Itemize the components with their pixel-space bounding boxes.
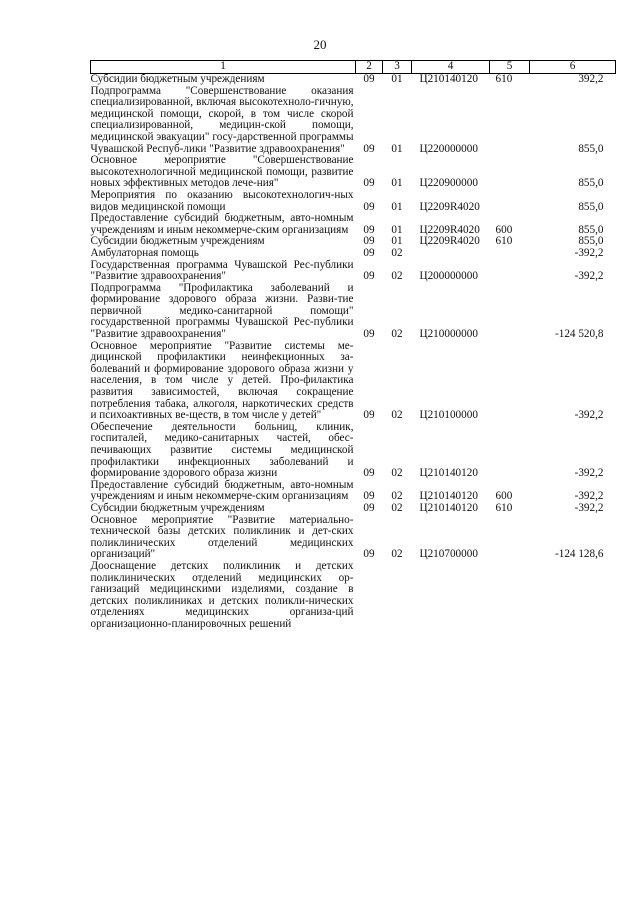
- budget-table: [90, 60, 616, 631]
- row-target-code: [412, 561, 490, 631]
- row-subsection: 02: [391, 548, 403, 561]
- row-target-code: Ц2209R4020: [419, 200, 480, 213]
- row-section: 09: [363, 501, 375, 514]
- row-subsection: 01: [383, 74, 412, 86]
- row-subsection: 01: [391, 142, 403, 155]
- row-section: 09: [363, 200, 375, 213]
- row-name: Основное мероприятие "Развитие материально-технической базы детских поликлиник и дет-ских поликлинических отделений медицинских организаций": [90, 513, 354, 561]
- row-expense-kind: 610: [495, 501, 513, 514]
- row-amount: -392,2: [574, 409, 604, 422]
- row-expense-kind: [490, 190, 530, 213]
- row-section: [356, 561, 383, 631]
- row-amount: 392,2: [530, 74, 616, 86]
- row-subsection: 01: [391, 235, 403, 248]
- table-row: [91, 260, 616, 283]
- table-row: [91, 74, 616, 86]
- row-amount: -392,2: [574, 246, 604, 259]
- row-subsection: 02: [391, 328, 403, 341]
- row-section: 09: [363, 490, 375, 503]
- row-expense-kind: [490, 155, 530, 190]
- row-amount: 855,0: [578, 177, 604, 190]
- row-amount: -392,2: [574, 490, 604, 503]
- page-number: 20: [313, 37, 327, 52]
- row-amount: 855,0: [578, 223, 604, 236]
- row-subsection: 02: [391, 467, 403, 480]
- row-amount: -392,2: [574, 467, 604, 480]
- row-amount: -392,2: [574, 270, 604, 283]
- row-expense-kind: [490, 422, 530, 480]
- row-expense-kind: [490, 248, 530, 260]
- row-name: Основное мероприятие "Совершенствование высокотехнологичной медицинской помощи, развитие новых эффективных методов лече-ния": [90, 154, 354, 190]
- row-subsection: 02: [391, 246, 403, 259]
- row-expense-kind: [490, 341, 530, 422]
- row-name: Предоставление субсидий бюджетным, авто-номным учреждениям и иным некоммерче-ским организациям: [90, 212, 354, 236]
- row-target-code: Ц210100000: [419, 409, 478, 422]
- row-amount: -124 128,6: [555, 548, 604, 561]
- column-header-name: 1: [91, 61, 356, 74]
- table-row: [91, 86, 616, 156]
- row-target-code: Ц210140120: [419, 501, 478, 514]
- row-amount: -392,2: [574, 501, 604, 514]
- table-row: [91, 503, 616, 515]
- row-name: Подпрограмма "Совершенствование оказания специализированной, включая высокотехноло-гичную, медицинской помощи, скорой, в том числе скорой специализированной, медицин-ской помощи, медицинской эвакуации" госу-дарственной программы Чувашской Респуб-лики "Развитие здравоохранения": [90, 84, 354, 155]
- row-target-code: Ц2209R4020: [419, 223, 480, 236]
- row-target-code: Ц210700000: [419, 548, 478, 561]
- row-expense-kind: [490, 283, 530, 341]
- row-amount: 855,0: [578, 142, 604, 155]
- table-row: [91, 213, 616, 236]
- row-section: 09: [363, 409, 375, 422]
- row-subsection: 02: [391, 270, 403, 283]
- row-amount: 855,0: [578, 200, 604, 213]
- column-header-kind: 5: [490, 61, 530, 74]
- row-subsection: 01: [391, 177, 403, 190]
- table-header-row: [91, 61, 616, 74]
- row-subsection: [383, 561, 412, 631]
- table-row: [91, 155, 616, 190]
- row-name: Обеспечение деятельности больниц, клиник, госпиталей, медико-санитарных частей, обес-печивающих развитие системы медицинской профилактики инфекционных заболеваний и формирование здорового образа жизни: [90, 420, 354, 480]
- row-name: Предоставление субсидий бюджетным, авто-номным учреждениям и иным некоммерче-ским организациям: [90, 478, 354, 503]
- row-name: Государственная программа Чувашской Рес-публики "Развитие здравоохранения": [90, 258, 354, 283]
- row-expense-kind: [490, 86, 530, 156]
- row-subsection: 02: [391, 501, 403, 514]
- row-name: Мероприятия по оказанию высокотехнологич-ных видов медицинской помощи: [90, 188, 354, 213]
- row-section: 09: [363, 328, 375, 341]
- row-name: Основное мероприятие "Развитие системы ме-дицинской профилактики неинфекционных за-болеваний и формирование здорового образа жизни у населения, в том числе у детей. Про-филактика развития зависимостей, включая сокращение потребления табака, алкоголя, наркотических средств и психоактивных ве-ществ, в том числе у детей": [90, 339, 354, 422]
- row-amount: -124 520,8: [555, 328, 604, 341]
- row-expense-kind: [490, 515, 530, 561]
- row-target-code: Ц210140120: [419, 467, 478, 480]
- row-section: 09: [363, 467, 375, 480]
- row-expense-kind: [490, 260, 530, 283]
- table-row: [91, 480, 616, 503]
- column-header-section: 2: [356, 61, 383, 74]
- row-section: 09: [363, 177, 375, 190]
- row-expense-kind: 600: [495, 223, 513, 236]
- column-header-target: 4: [412, 61, 490, 74]
- row-section: 09: [363, 548, 375, 561]
- row-name: Амбулаторная помощь: [90, 246, 199, 259]
- column-header-subsection: 3: [383, 61, 412, 74]
- table-row: [91, 190, 616, 213]
- column-header-amount: 6: [530, 61, 616, 74]
- row-target-code: Ц220900000: [419, 177, 478, 190]
- row-name: Подпрограмма "Профилактика заболеваний и формирование здорового образа жизни. Разви-тие первичной медико-санитарной помощи" государственной программы Чувашской Рес-публики "Развитие здравоохранения": [90, 281, 354, 341]
- row-section: 09: [363, 270, 375, 283]
- row-target-code: Ц2209R4020: [419, 235, 480, 248]
- row-target-code: Ц200000000: [419, 270, 478, 283]
- row-name: Субсидии бюджетным учреждениям: [90, 501, 265, 514]
- row-name: Субсидии бюджетным учреждениям: [90, 235, 265, 248]
- row-expense-kind: [490, 561, 530, 631]
- table-row: [91, 422, 616, 480]
- row-section: 09: [363, 246, 375, 259]
- table-row: [91, 341, 616, 422]
- row-name: Субсидии бюджетным учреждениям: [91, 74, 356, 86]
- row-subsection: 02: [391, 490, 403, 503]
- row-subsection: 01: [391, 200, 403, 213]
- row-expense-kind: 610: [490, 74, 530, 86]
- table-row: [91, 561, 616, 631]
- table-row: [91, 515, 616, 561]
- row-expense-kind: 610: [495, 235, 513, 248]
- row-amount: [530, 561, 616, 631]
- row-section: 09: [363, 235, 375, 248]
- row-target-code: Ц210140120: [419, 490, 478, 503]
- row-amount: 855,0: [578, 235, 604, 248]
- row-name: Дооснащение детских поликлиник и детских поликлинических отделений медицинских ор-ганизаций медицинскими изделиями, создание в детских поликлиниках и детских поликли-нических отделениях медицинских организа-ций организационно-планировочных решений: [90, 559, 354, 630]
- row-target-code: Ц210000000: [419, 328, 478, 341]
- table-row: [91, 248, 616, 260]
- row-target-code: Ц210140120: [412, 74, 490, 86]
- row-section: 09: [356, 74, 383, 86]
- row-target-code: Ц220000000: [419, 142, 478, 155]
- row-subsection: 02: [391, 409, 403, 422]
- row-section: 09: [363, 142, 375, 155]
- table-body: [91, 74, 616, 631]
- row-target-code: [412, 248, 490, 260]
- row-expense-kind: 600: [495, 490, 513, 503]
- row-subsection: 01: [391, 223, 403, 236]
- table-row: [91, 283, 616, 341]
- row-section: 09: [363, 223, 375, 236]
